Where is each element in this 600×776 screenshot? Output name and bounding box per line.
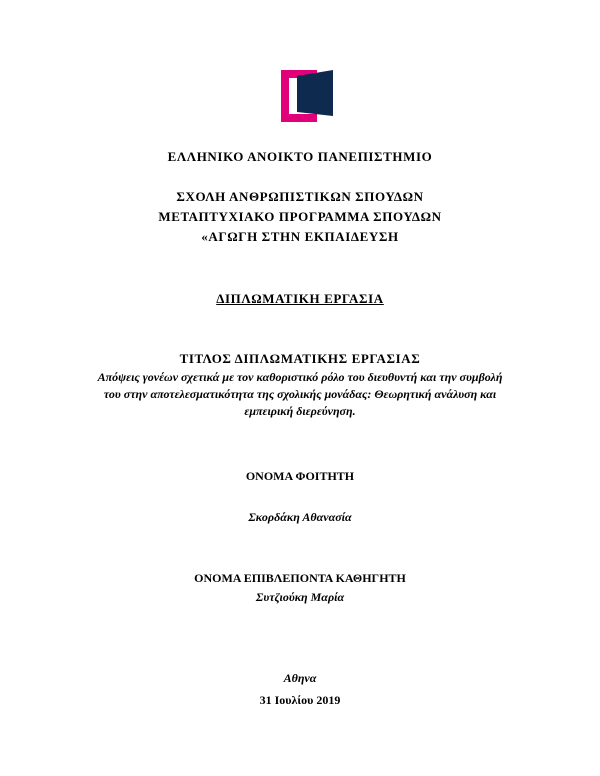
city: Αθηνα — [283, 671, 317, 685]
thesis-title: Απόψεις γονέων σχετικά με τον καθοριστικό ρόλο του διευθυντή και την συμβολή του στην αποτελεσματικότητα της σχολικής μονάδας: Θεωρητική ανάλυση και εμπειρική διερεύνηση. — [97, 370, 503, 418]
date: 31 Ιουλίου 2019 — [259, 693, 341, 707]
program-type: ΜΕΤΑΠΤΥΧΙΑΚΟ ΠΡΟΓΡΑΜΜΑ ΣΠΟΥΔΩΝ — [158, 209, 442, 224]
document-type: ΔΙΠΛΩΜΑΤΙΚΗ ΕΡΓΑΣΙΑ — [216, 291, 384, 306]
supervisor-name: Συτζιούκη Μαρία — [255, 590, 345, 604]
student-label: ΟΝΟΜΑ ΦΟΙΤΗΤΗ — [245, 469, 355, 483]
logo-navy-panel — [297, 70, 333, 116]
university-logo — [281, 70, 333, 122]
university-name: ΕΛΛΗΝΙΚΟ ΑΝΟΙΚΤΟ ΠΑΝΕΠΙΣΤΗΜΙΟ — [167, 149, 433, 164]
program-name: «ΑΓΩΓΗ ΣΤΗΝ ΕΚΠΑΙΔΕΥΣΗ — [201, 229, 399, 244]
thesis-title-label: ΤΙΤΛΟΣ ΔΙΠΛΩΜΑΤΙΚΗΣ ΕΡΓΑΣΙΑΣ — [179, 351, 421, 366]
student-name: Σκορδάκη Αθανασία — [248, 510, 352, 524]
supervisor-label: ΟΝΟΜΑ ΕΠΙΒΛΕΠΟΝΤΑ ΚΑΘΗΓΗΤΗ — [194, 571, 406, 585]
school-name: ΣΧΟΛΗ ΑΝΘΡΩΠΙΣΤΙΚΩΝ ΣΠΟΥΔΩΝ — [176, 189, 424, 204]
